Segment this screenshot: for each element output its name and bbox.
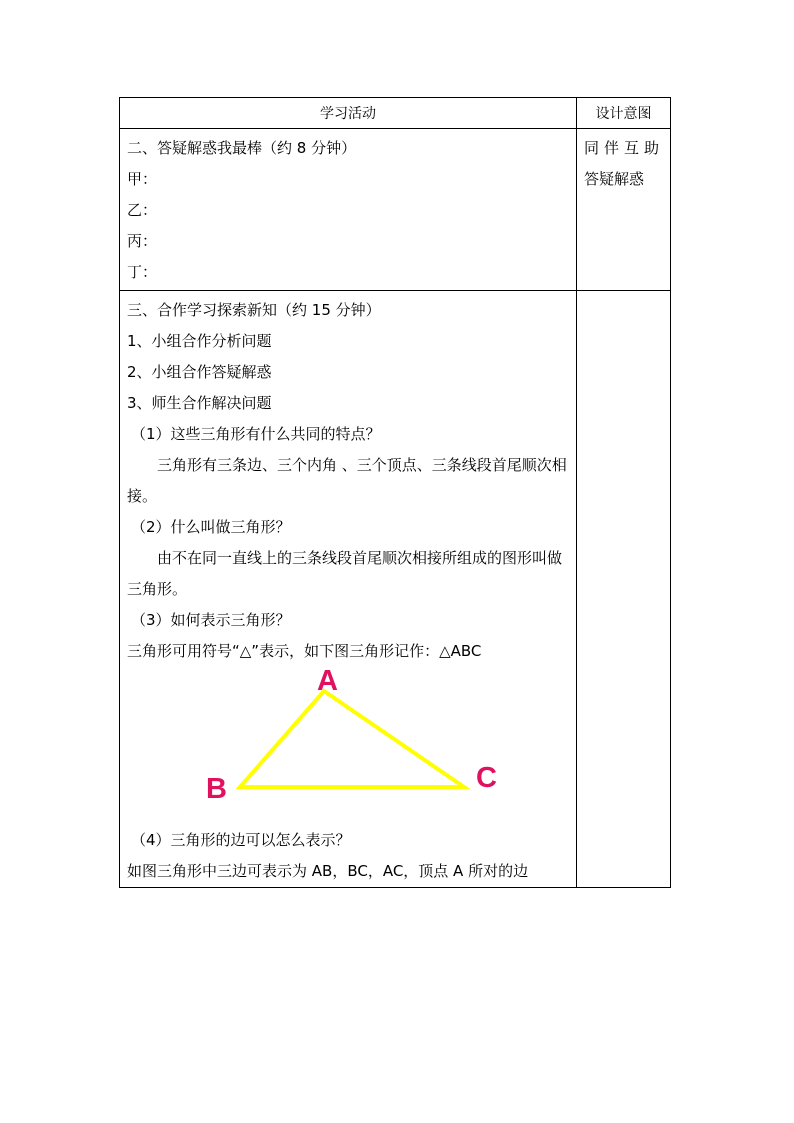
triangle-abc-svg bbox=[127, 667, 584, 825]
vertex-label-b: B bbox=[206, 773, 227, 805]
answer-4: 如图三角形中三边可表示为 AB，BC，AC，顶点 A 所对的边 bbox=[127, 862, 529, 880]
qa-line-bing: 丙： bbox=[127, 232, 158, 250]
section-explore-title: 三、合作学习探索新知（约 15 分钟） bbox=[127, 301, 381, 319]
step-item: 3、师生合作解决问题 bbox=[127, 394, 272, 412]
lesson-plan-table bbox=[119, 97, 671, 888]
question-3: （3）如何表示三角形？ bbox=[131, 611, 291, 629]
qa-line-ding: 丁： bbox=[127, 263, 158, 281]
table-header-row bbox=[120, 98, 671, 129]
header-design-intent: 设计意图 bbox=[577, 98, 671, 129]
section-explore-row bbox=[120, 291, 671, 888]
question-1: （1）这些三角形有什么共同的特点？ bbox=[131, 425, 381, 443]
section-qa-title: 二、答疑解惑我最棒（约 8 分钟） bbox=[127, 139, 357, 157]
section-qa-intent bbox=[577, 129, 671, 291]
triangle-abc-figure bbox=[127, 667, 570, 825]
section-explore-intent bbox=[577, 291, 671, 888]
triangle-abc-shape bbox=[240, 691, 464, 787]
intent-char: 同 bbox=[584, 139, 600, 157]
answer-2: 由不在同一直线上的三条线段首尾顺次相接所组成的图形叫做三角形。 bbox=[127, 549, 563, 598]
answer-3: 三角形可用符号“△”表示，如下图三角形记作：△ABC bbox=[127, 642, 482, 660]
intent-peer-help bbox=[584, 133, 659, 164]
section-qa-row bbox=[120, 129, 671, 291]
step-item: 1、小组合作分析问题 bbox=[127, 332, 272, 350]
section-explore-activity bbox=[120, 291, 577, 888]
intent-char: 伴 bbox=[603, 139, 619, 157]
intent-answer-questions: 答疑解惑 bbox=[584, 170, 645, 188]
header-learning-activity: 学习活动 bbox=[120, 98, 577, 129]
step-item: 2、小组合作答疑解惑 bbox=[127, 363, 272, 381]
section-qa-activity bbox=[120, 129, 577, 291]
qa-line-jia: 甲： bbox=[127, 170, 158, 188]
vertex-label-c: C bbox=[476, 762, 497, 794]
vertex-label-a: A bbox=[317, 667, 338, 697]
intent-char: 助 bbox=[643, 139, 659, 157]
qa-line-yi: 乙： bbox=[127, 201, 158, 219]
intent-char: 互 bbox=[623, 139, 639, 157]
answer-1: 三角形有三条边、三个内角 、三个顶点、三条线段首尾顺次相接。 bbox=[127, 456, 567, 505]
question-2: （2）什么叫做三角形？ bbox=[131, 518, 291, 536]
question-4: （4）三角形的边可以怎么表示？ bbox=[131, 831, 351, 849]
